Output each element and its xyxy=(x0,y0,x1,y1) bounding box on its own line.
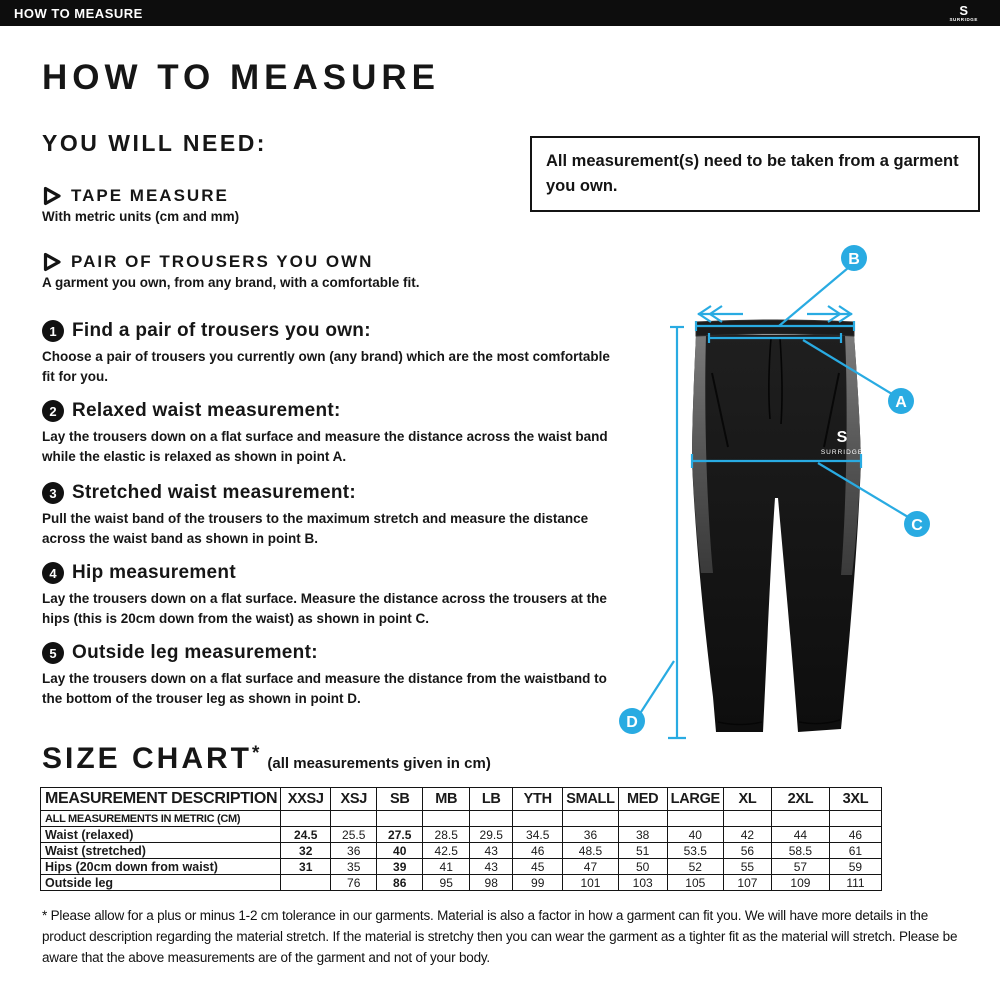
size-chart-value-cell: 105 xyxy=(667,875,723,891)
size-chart-value-cell: 40 xyxy=(377,843,423,859)
size-chart-value-cell: 43 xyxy=(470,859,513,875)
size-chart-value-cell: 57 xyxy=(771,859,829,875)
trousers-illustration xyxy=(692,320,863,732)
step-number-badge: 5 xyxy=(42,642,64,664)
measurement-note-box: All measurement(s) need to be taken from a garment you own. xyxy=(530,136,980,212)
step-description: Pull the waist band of the trousers to the maximum stretch and measure the distance across the waist band as shown in point B. xyxy=(42,511,589,546)
size-chart-value-cell: 52 xyxy=(667,859,723,875)
step-description: Lay the trousers down on a flat surface and measure the distance from the waistband to the bottom of the trouser leg as shown in point D. xyxy=(42,671,607,706)
surridge-wordmark: SURRIDGE xyxy=(949,16,978,22)
play-triangle-icon xyxy=(42,252,62,272)
surridge-s-icon: S xyxy=(959,2,969,18)
garment-logo-s-icon: S xyxy=(836,429,848,446)
size-chart-value-cell xyxy=(470,811,513,827)
size-chart-value-cell: 47 xyxy=(563,859,618,875)
step-title: Outside leg measurement: xyxy=(72,642,318,663)
size-chart-value-cell: 58.5 xyxy=(771,843,829,859)
size-chart-value-cell xyxy=(563,811,618,827)
need-item-label: PAIR OF TROUSERS YOU OWN xyxy=(71,252,374,271)
size-chart-value-cell: 51 xyxy=(618,843,667,859)
size-chart-value-cell: 59 xyxy=(829,859,881,875)
step-4 xyxy=(42,562,610,629)
size-chart-value-cell: 53.5 xyxy=(667,843,723,859)
size-chart-value-cell: 55 xyxy=(723,859,771,875)
step-number-badge: 1 xyxy=(42,320,64,342)
size-chart-value-cell: 61 xyxy=(829,843,881,859)
need-item-description: With metric units (cm and mm) xyxy=(42,209,240,224)
size-chart-value-cell: 103 xyxy=(618,875,667,891)
step-description: Lay the trousers down on a flat surface. Measure the distance across the trousers at the hips (this is 20cm down from the waist) as shown in point C. xyxy=(42,591,607,626)
size-chart-value-cell xyxy=(829,811,881,827)
step-3 xyxy=(42,482,610,549)
size-chart-description-cell: ALL MEASUREMENTS IN METRIC (CM) xyxy=(41,811,281,827)
size-chart-value-cell: 50 xyxy=(618,859,667,875)
callout-d-label: D xyxy=(626,714,638,731)
size-chart-value-cell: 39 xyxy=(377,859,423,875)
size-chart-description-cell: Waist (stretched) xyxy=(41,843,281,859)
size-chart-value-cell xyxy=(331,811,377,827)
size-chart-header-cell: 2XL xyxy=(771,788,829,811)
callout-a-label: A xyxy=(895,394,907,411)
size-chart-header-row xyxy=(41,788,882,811)
callout-c-label: C xyxy=(911,517,923,534)
size-chart-value-cell: 24.5 xyxy=(281,827,331,843)
garment-logo-wordmark: SURRIDGE xyxy=(820,449,864,456)
step-description: Lay the trousers down on a flat surface and measure the distance across the waist band while the elastic is relaxed as shown in point A. xyxy=(42,429,608,464)
size-chart-description-cell: Outside leg xyxy=(41,875,281,891)
size-chart-row xyxy=(41,875,882,891)
size-chart-value-cell: 32 xyxy=(281,843,331,859)
size-chart-value-cell: 99 xyxy=(513,875,563,891)
callout-b-label: B xyxy=(848,251,860,268)
size-chart-value-cell xyxy=(513,811,563,827)
size-chart-header-cell: MB xyxy=(423,788,470,811)
size-chart-value-cell: 48.5 xyxy=(563,843,618,859)
step-title: Find a pair of trousers you own: xyxy=(72,320,371,341)
page-title: HOW TO MEASURE xyxy=(42,58,440,97)
size-chart-value-cell: 36 xyxy=(563,827,618,843)
size-chart-description-cell: Waist (relaxed) xyxy=(41,827,281,843)
size-chart-value-cell: 46 xyxy=(829,827,881,843)
step-title: Relaxed waist measurement: xyxy=(72,400,341,421)
size-chart-header-cell: SB xyxy=(377,788,423,811)
surridge-logo xyxy=(949,4,978,23)
size-chart-value-cell: 27.5 xyxy=(377,827,423,843)
size-chart-value-cell: 38 xyxy=(618,827,667,843)
need-item-trousers xyxy=(42,252,602,290)
size-chart-value-cell: 31 xyxy=(281,859,331,875)
size-chart-value-cell: 25.5 xyxy=(331,827,377,843)
you-will-need-heading: YOU WILL NEED: xyxy=(42,130,267,156)
step-1 xyxy=(42,320,610,387)
top-bar-title: HOW TO MEASURE xyxy=(14,5,143,21)
size-chart-value-cell: 45 xyxy=(513,859,563,875)
size-chart-subtitle: (all measurements given in cm) xyxy=(267,755,491,772)
size-chart-value-cell xyxy=(281,875,331,891)
size-chart-header-cell: XSJ xyxy=(331,788,377,811)
size-chart-value-cell: 40 xyxy=(667,827,723,843)
size-chart-value-cell: 36 xyxy=(331,843,377,859)
size-chart-row xyxy=(41,843,882,859)
size-chart-header-cell: XXSJ xyxy=(281,788,331,811)
size-chart-value-cell: 29.5 xyxy=(470,827,513,843)
size-chart-value-cell: 109 xyxy=(771,875,829,891)
size-chart-value-cell xyxy=(723,811,771,827)
step-number-badge: 3 xyxy=(42,482,64,504)
size-chart-description-cell: Hips (20cm down from waist) xyxy=(41,859,281,875)
size-chart-header-cell: 3XL xyxy=(829,788,881,811)
size-chart-value-cell: 43 xyxy=(470,843,513,859)
size-chart-header-cell: MEASUREMENT DESCRIPTION xyxy=(41,788,281,811)
size-chart-header-cell: LB xyxy=(470,788,513,811)
step-5 xyxy=(42,642,610,709)
size-chart-value-cell: 98 xyxy=(470,875,513,891)
size-chart-row xyxy=(41,859,882,875)
step-number-badge: 2 xyxy=(42,400,64,422)
size-chart-value-cell: 42.5 xyxy=(423,843,470,859)
size-chart-row xyxy=(41,827,882,843)
size-chart-table xyxy=(40,787,882,891)
size-chart-value-cell xyxy=(667,811,723,827)
size-chart-value-cell xyxy=(281,811,331,827)
size-chart-value-cell xyxy=(377,811,423,827)
step-title: Stretched waist measurement: xyxy=(72,482,356,503)
size-chart-value-cell: 42 xyxy=(723,827,771,843)
size-chart-value-cell xyxy=(618,811,667,827)
need-item-tape-measure xyxy=(42,186,602,224)
tolerance-footnote: * Please allow for a plus or minus 1-2 cm tolerance in our garments. Material is also a factor in how a garment can fit you. We will have more details in the product description regarding the material stretch. If the material is stretchy then you can wear the garment as a tighter fit as the material will stretch. Please be aware that the above measurements are of the garment and not of your body. xyxy=(42,908,958,965)
size-chart-value-cell: 101 xyxy=(563,875,618,891)
size-chart-value-cell: 95 xyxy=(423,875,470,891)
size-chart-value-cell: 35 xyxy=(331,859,377,875)
size-chart-value-cell: 56 xyxy=(723,843,771,859)
size-chart-header-cell: SMALL xyxy=(563,788,618,811)
size-chart-value-cell: 107 xyxy=(723,875,771,891)
step-description: Choose a pair of trousers you currently own (any brand) which are the most comfortable fit for you. xyxy=(42,349,610,384)
size-chart-header-cell: XL xyxy=(723,788,771,811)
trousers-measurement-diagram xyxy=(615,235,1000,745)
size-chart-header-cell: MED xyxy=(618,788,667,811)
top-bar xyxy=(0,0,1000,26)
size-chart-value-cell: 28.5 xyxy=(423,827,470,843)
step-number-badge: 4 xyxy=(42,562,64,584)
step-title: Hip measurement xyxy=(72,562,236,583)
play-triangle-icon xyxy=(42,186,62,206)
size-chart-value-cell: 34.5 xyxy=(513,827,563,843)
size-chart-value-cell: 111 xyxy=(829,875,881,891)
size-chart-header-cell: LARGE xyxy=(667,788,723,811)
size-chart-value-cell xyxy=(771,811,829,827)
need-item-label: TAPE MEASURE xyxy=(71,186,229,205)
size-chart-value-cell: 44 xyxy=(771,827,829,843)
size-chart-value-cell: 86 xyxy=(377,875,423,891)
size-chart-row xyxy=(41,811,882,827)
need-item-description: A garment you own, from any brand, with a comfortable fit. xyxy=(42,275,420,290)
size-chart-value-cell: 46 xyxy=(513,843,563,859)
size-chart-value-cell xyxy=(423,811,470,827)
size-chart-title: SIZE CHART xyxy=(42,742,252,775)
size-chart-header-cell: YTH xyxy=(513,788,563,811)
size-chart-value-cell: 41 xyxy=(423,859,470,875)
step-2 xyxy=(42,400,610,467)
size-chart-value-cell: 76 xyxy=(331,875,377,891)
size-chart-heading xyxy=(42,742,491,776)
size-chart-asterisk: * xyxy=(252,743,260,764)
